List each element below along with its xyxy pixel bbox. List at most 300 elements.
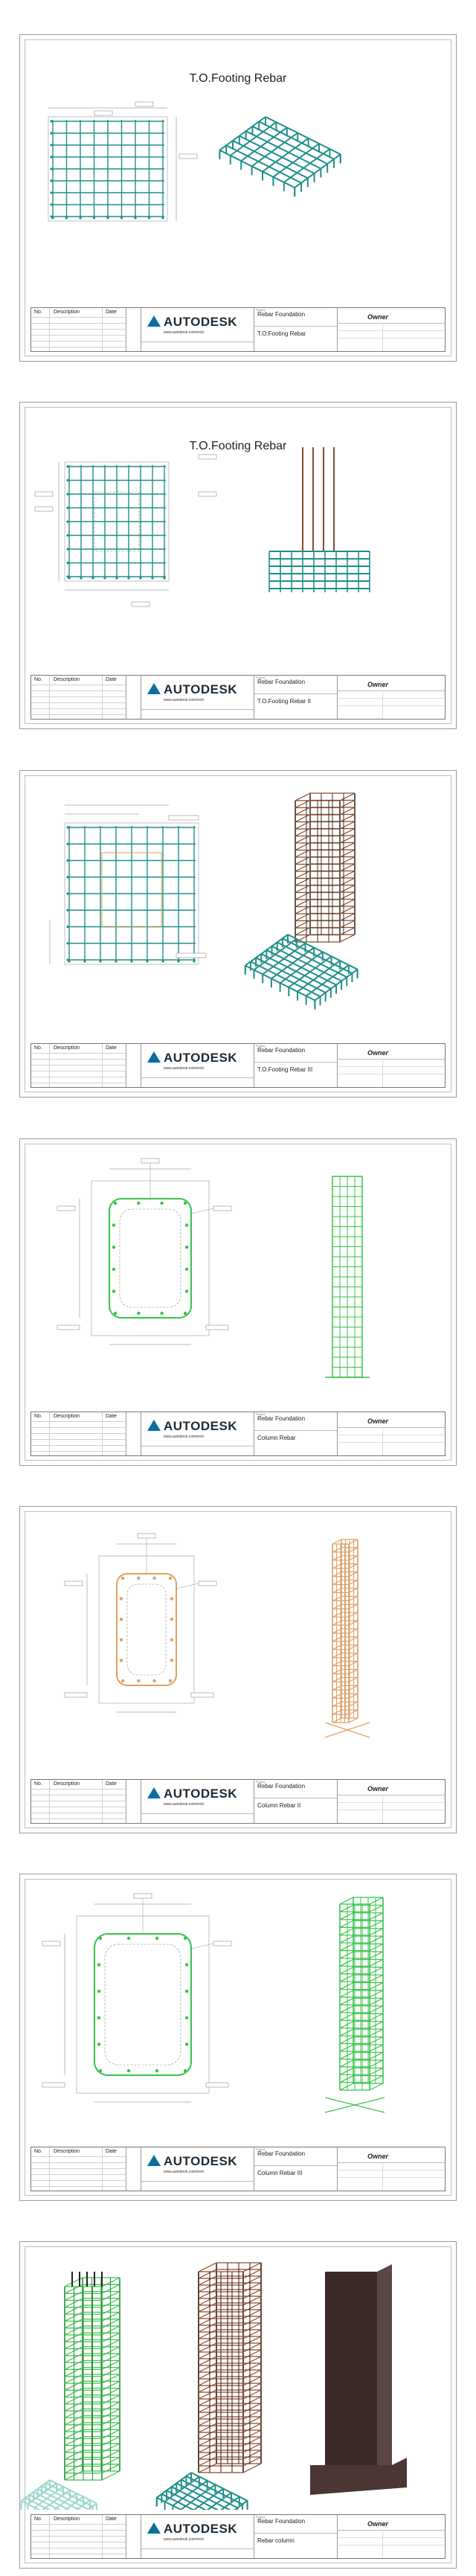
brand-url: www.autodesk.com/revit — [164, 2170, 204, 2174]
rebar-section-dot — [103, 577, 106, 579]
owner-panel — [338, 308, 445, 351]
project-panel — [254, 2515, 338, 2558]
rebar-section-dot — [185, 1246, 188, 1249]
rebar-tie — [340, 1975, 383, 1981]
rev-date-header: Date — [106, 1414, 117, 1419]
rebar-section-dot — [66, 958, 68, 961]
rebar-section-dot — [170, 1638, 173, 1641]
rebar-tag-box — [213, 1941, 231, 1946]
rebar-tie — [199, 2336, 261, 2345]
rebar-bar — [251, 961, 321, 996]
brand-url: www.autodesk.com/revit — [164, 1435, 204, 1439]
rebar-tie — [295, 793, 355, 801]
rebar-tag-box — [35, 492, 53, 496]
rebar-drawing — [20, 771, 457, 1039]
rebar-tie — [199, 2410, 261, 2419]
brand-name: AUTODESK — [164, 1787, 238, 1801]
project-name: Rebar Foundation — [257, 1415, 306, 1422]
project-label: Project — [256, 676, 266, 679]
rebar-tie — [340, 1936, 383, 1943]
rebar-tie — [199, 2457, 261, 2466]
drawing-sheet — [19, 402, 457, 729]
project-panel — [254, 308, 338, 351]
rebar-section-dot — [151, 577, 153, 579]
rev-no-header: No. — [34, 2149, 42, 2154]
rebar-tie — [199, 2316, 261, 2325]
rebar-tie — [199, 2464, 261, 2473]
rebar-stirrup — [94, 1934, 191, 2075]
rebar-tie — [295, 801, 355, 808]
rebar-section-dot — [152, 1577, 155, 1580]
rebar-section-dot — [93, 217, 95, 219]
rev-description-header: Description — [54, 2516, 80, 2522]
owner-name: Owner — [367, 2520, 389, 2528]
project-name: Rebar Foundation — [257, 679, 306, 685]
rebar-tie — [295, 850, 355, 857]
rebar-tie — [295, 843, 355, 850]
inner-tie-outline — [127, 1584, 166, 1675]
rebar-section-dot — [66, 942, 68, 944]
project-label: Project — [256, 1044, 266, 1048]
rebar-section-dot — [184, 1312, 187, 1315]
rebar-tag-box — [42, 1941, 60, 1946]
brand-panel — [141, 308, 254, 351]
rebar-tie — [199, 2437, 261, 2446]
rebar-bar — [245, 966, 315, 1001]
rebar-section-dot — [66, 548, 68, 550]
rebar-tie — [340, 2006, 383, 2013]
rebar-tag-box — [176, 953, 206, 958]
rebar-section-dot — [184, 1937, 187, 1940]
concrete-column — [325, 2272, 377, 2480]
autodesk-logo-icon — [147, 1787, 161, 1798]
column-outline — [77, 1916, 209, 2093]
rebar-tag-box — [138, 1534, 155, 1538]
rebar-tag-box — [213, 1206, 231, 1211]
rebar-section-dot — [184, 2069, 187, 2072]
rebar-tie — [199, 2356, 261, 2365]
autodesk-logo-icon — [147, 315, 161, 327]
rebar-tie — [199, 2383, 261, 2392]
rev-date-header: Date — [106, 2516, 117, 2522]
rebar-section-dot — [160, 1312, 163, 1315]
project-panel — [254, 676, 338, 719]
rebar-section-dot — [66, 520, 68, 522]
rebar-section-dot — [50, 144, 52, 146]
rebar-section-dot — [66, 826, 68, 828]
rebar-section-dot — [66, 575, 68, 577]
rebar-section-dot — [185, 2016, 188, 2019]
rebar-section-dot — [169, 1577, 172, 1580]
rebar-stirrup — [109, 1199, 191, 1318]
owner-panel — [338, 676, 445, 719]
rebar-tag-box — [135, 102, 153, 106]
rebar-tag-box — [132, 602, 149, 606]
rebar-tag-box — [206, 2083, 228, 2087]
brand-name: AUTODESK — [164, 315, 238, 329]
leader-line — [176, 1583, 199, 1589]
brand-url: www.autodesk.com/revit — [164, 1066, 204, 1071]
rebar-section-dot — [120, 1659, 123, 1662]
rebar-section-dot — [134, 217, 136, 219]
rebar-tie — [340, 2037, 383, 2044]
rebar-tie — [199, 2276, 261, 2285]
rebar-section-dot — [79, 217, 81, 219]
rebar-section-dot — [161, 960, 164, 962]
rebar-tag-box — [169, 816, 199, 820]
rebar-tie — [199, 2417, 261, 2426]
rev-date-header: Date — [106, 677, 117, 682]
owner-name: Owner — [367, 681, 389, 688]
rebar-section-dot — [155, 2069, 158, 2072]
rebar-tie — [340, 2029, 383, 2036]
autodesk-logo-icon — [147, 683, 161, 694]
drawing-sheet — [19, 770, 457, 1098]
revision-table — [31, 2515, 126, 2558]
sheet-title: T.O.Footing Rebar — [189, 72, 287, 85]
brand-panel — [141, 1044, 254, 1087]
brand-name: AUTODESK — [164, 2154, 238, 2168]
rebar-tie — [295, 871, 355, 879]
rebar-section-dot — [169, 1679, 172, 1682]
rebar-section-dot — [97, 2016, 100, 2019]
owner-panel — [338, 2515, 445, 2558]
rebar-tie — [295, 864, 355, 871]
rebar-section-dot — [66, 892, 68, 894]
rebar-tag-box — [199, 1581, 216, 1586]
rebar-section-dot — [163, 577, 165, 579]
rebar-section-dot — [121, 1577, 124, 1580]
rebar-section-dot — [160, 1202, 163, 1205]
rebar-tie — [340, 1990, 383, 1997]
rev-no-header: No. — [34, 2516, 42, 2522]
project-panel — [254, 1412, 338, 1455]
rebar-section-dot — [185, 1223, 188, 1226]
inner-tie-outline — [105, 1944, 181, 2065]
rebar-stirrup — [117, 1574, 176, 1685]
rebar-tag-box — [57, 1325, 80, 1330]
rebar-drawing — [20, 1874, 457, 2142]
rebar-section-dot — [127, 577, 129, 579]
rebar-section-dot — [97, 2042, 100, 2045]
rebar-section-dot — [50, 167, 52, 170]
rebar-tie — [340, 1959, 383, 1966]
rebar-tie — [340, 1952, 383, 1958]
rebar-section-dot — [65, 217, 68, 219]
revision-table — [31, 676, 126, 719]
inner-tie-outline — [120, 1209, 181, 1307]
rebar-tag-box — [199, 492, 216, 496]
rebar-section-dot — [170, 1618, 173, 1621]
rebar-section-dot — [97, 1990, 100, 1993]
sheet-name: Column Rebar II — [257, 1802, 301, 1809]
rebar-section-dot — [185, 1268, 188, 1271]
rebar-tie — [199, 2377, 261, 2386]
rebar-tag-box — [65, 1693, 87, 1697]
rebar-section-dot — [66, 534, 68, 536]
rebar-tie — [340, 2052, 383, 2059]
brand-url: www.autodesk.com/revit — [164, 1802, 204, 1807]
owner-panel — [338, 1412, 445, 1455]
rebar-tie — [340, 1983, 383, 1990]
rebar-tag-box — [134, 1894, 152, 1898]
brand-name: AUTODESK — [164, 2522, 238, 2536]
rebar-section-dot — [66, 909, 68, 911]
rebar-section-dot — [120, 217, 123, 219]
rebar-section-dot — [185, 1963, 188, 1966]
rebar-section-dot — [112, 1223, 115, 1226]
rebar-section-dot — [66, 562, 68, 564]
rebar-tag-box — [42, 2083, 65, 2087]
rebar-section-dot — [185, 1289, 188, 1292]
leader-line — [191, 1208, 213, 1214]
brand-name: AUTODESK — [164, 682, 238, 696]
rebar-section-dot — [115, 960, 117, 962]
rebar-section-dot — [137, 1577, 140, 1580]
title-block — [30, 2514, 446, 2559]
rebar-tie — [295, 914, 355, 921]
rebar-section-dot — [137, 1202, 140, 1205]
project-label: Project — [256, 2147, 266, 2151]
rebar-tie — [199, 2283, 261, 2292]
brand-url: www.autodesk.com/revit — [164, 698, 204, 702]
rebar-section-dot — [137, 1312, 140, 1315]
project-label: Project — [256, 2515, 266, 2519]
project-panel — [254, 1044, 338, 1087]
revision-table — [31, 1780, 126, 1823]
rebar-tie — [340, 1905, 383, 1912]
rebar-section-dot — [80, 577, 82, 579]
rebar-section-dot — [185, 1990, 188, 1993]
rebar-section-dot — [127, 1937, 130, 1940]
leader-line — [191, 1944, 213, 1949]
rebar-section-dot — [115, 577, 118, 579]
revision-table — [31, 2147, 126, 2191]
title-block — [30, 675, 446, 720]
owner-panel — [338, 2147, 445, 2191]
rebar-section-dot — [112, 1246, 115, 1249]
drawing-sheet — [19, 1506, 457, 1833]
rebar-section-dot — [121, 1679, 124, 1682]
rebar-tie — [340, 2022, 383, 2028]
rebar-section-dot — [114, 1312, 117, 1315]
rebar-tie — [199, 2390, 261, 2399]
project-label: Project — [256, 1780, 266, 1784]
title-block — [30, 2147, 446, 2191]
rebar-section-dot — [161, 217, 164, 219]
rev-no-header: No. — [34, 1781, 42, 1787]
rebar-section-dot — [99, 2069, 102, 2072]
rev-date-header: Date — [106, 2149, 117, 2154]
rebar-section-dot — [114, 1202, 117, 1205]
rebar-tie — [295, 900, 355, 907]
rebar-drawing — [20, 403, 457, 670]
rebar-section-dot — [66, 493, 68, 495]
drawing-sheet — [19, 34, 457, 362]
project-label: Project — [256, 1412, 266, 1416]
rebar-tie — [199, 2343, 261, 2352]
owner-name: Owner — [367, 1049, 389, 1057]
rebar-tie — [295, 836, 355, 843]
owner-name: Owner — [367, 313, 389, 321]
rebar-tie — [295, 935, 355, 942]
rebar-tie — [340, 2068, 383, 2074]
title-block — [30, 1779, 446, 1824]
rebar-tag-box — [191, 1693, 213, 1697]
rev-description-header: Description — [54, 677, 80, 682]
project-name: Rebar Foundation — [257, 1783, 306, 1790]
rebar-section-dot — [50, 191, 52, 193]
rev-no-header: No. — [34, 1414, 42, 1419]
rev-description-header: Description — [54, 310, 80, 315]
rebar-section-dot — [50, 179, 52, 182]
rebar-tie — [295, 928, 355, 935]
rebar-tie — [340, 2060, 383, 2067]
project-name: Rebar Foundation — [257, 1047, 306, 1054]
rebar-section-dot — [130, 960, 132, 962]
rebar-section-dot — [66, 926, 68, 928]
rebar-tie — [340, 1913, 383, 1920]
sheet-name: Column Rebar — [257, 1435, 296, 1441]
rebar-drawing — [20, 2242, 457, 2510]
drawing-sheet — [19, 2241, 457, 2569]
brand-panel — [141, 676, 254, 719]
project-name: Rebar Foundation — [257, 311, 306, 318]
rebar-section-dot — [91, 577, 94, 579]
rebar-section-dot — [155, 1937, 158, 1940]
rebar-tie — [340, 1920, 383, 1927]
rebar-section-dot — [170, 1659, 173, 1662]
rebar-section-dot — [112, 1268, 115, 1271]
rebar-section-dot — [66, 876, 68, 878]
sheet-name: T.O.Footing Rebar III — [257, 1066, 313, 1073]
rebar-section-dot — [66, 859, 68, 862]
rebar-section-dot — [112, 1289, 115, 1292]
sheet-name: T.O.Footing Rebar II — [257, 698, 312, 705]
rebar-tie — [340, 1998, 383, 2005]
rebar-section-dot — [193, 960, 195, 962]
project-name: Rebar Foundation — [257, 2518, 306, 2525]
rebar-section-dot — [99, 1937, 102, 1940]
rebar-tie — [199, 2323, 261, 2332]
brand-url: www.autodesk.com/revit — [164, 330, 204, 335]
rebar-tie — [295, 892, 355, 900]
rebar-tag-box — [57, 1206, 75, 1211]
drawing-sheet — [19, 1874, 457, 2201]
rebar-tag-box — [141, 1159, 159, 1163]
rebar-section-dot — [148, 217, 150, 219]
autodesk-logo-icon — [147, 1051, 161, 1063]
rebar-section-dot — [120, 1597, 123, 1600]
rebar-tie — [340, 2083, 383, 2090]
rebar-section-dot — [97, 1963, 100, 1966]
sheet-name: Rebar column — [257, 2537, 295, 2544]
brand-name: AUTODESK — [164, 1051, 238, 1065]
rebar-tie — [295, 906, 355, 914]
owner-name: Owner — [367, 2153, 389, 2160]
rebar-tag-box — [94, 111, 112, 115]
project-panel — [254, 2147, 338, 2191]
rebar-tie — [295, 829, 355, 836]
project-panel — [254, 1780, 338, 1823]
rebar-section-dot — [184, 1202, 187, 1205]
rebar-tie — [340, 1897, 383, 1904]
rebar-drawing — [20, 1139, 457, 1407]
rebar-tie — [340, 1929, 383, 1935]
rebar-section-dot — [152, 1679, 155, 1682]
rebar-tie — [199, 2303, 261, 2312]
rebar-tie — [199, 2350, 261, 2359]
sheet-name: Column Rebar III — [257, 2170, 303, 2176]
rebar-drawing — [20, 1507, 457, 1775]
rebar-section-dot — [50, 203, 52, 205]
rebar-tie — [295, 807, 355, 815]
owner-panel — [338, 1780, 445, 1823]
rev-description-header: Description — [54, 2149, 80, 2154]
rev-date-header: Date — [106, 310, 117, 315]
rebar-tag-box — [35, 507, 53, 511]
rev-no-header: No. — [34, 677, 42, 682]
brand-url: www.autodesk.com/revit — [164, 2537, 204, 2542]
sheet-title: T.O.Footing Rebar — [189, 440, 287, 452]
rebar-tie — [199, 2296, 261, 2305]
rebar-tie — [199, 2263, 261, 2272]
rebar-section-dot — [185, 2042, 188, 2045]
rebar-tie — [199, 2423, 261, 2432]
rebar-section-dot — [127, 2069, 130, 2072]
rebar-tie — [199, 2430, 261, 2439]
rebar-section-dot — [66, 843, 68, 845]
rebar-tie — [340, 2076, 383, 2083]
rebar-section-dot — [50, 156, 52, 158]
rebar-tie — [199, 2363, 261, 2372]
revision-table — [31, 1044, 126, 1087]
rebar-section-dot — [106, 217, 109, 219]
rebar-tie — [295, 878, 355, 885]
rebar-section-dot — [146, 960, 148, 962]
rebar-section-dot — [50, 132, 52, 134]
rebar-section-dot — [170, 1597, 173, 1600]
rev-no-header: No. — [34, 1045, 42, 1051]
project-name: Rebar Foundation — [257, 2150, 306, 2157]
rebar-tie — [295, 821, 355, 829]
rebar-tie — [199, 2269, 261, 2278]
rebar-section-dot — [120, 1638, 123, 1641]
brand-name: AUTODESK — [164, 1419, 238, 1433]
rev-description-header: Description — [54, 1414, 80, 1419]
rebar-tag-box — [199, 455, 216, 459]
rebar-tie — [199, 2370, 261, 2379]
rebar-tie — [295, 920, 355, 928]
rebar-section-dot — [177, 960, 179, 962]
rebar-section-dot — [50, 215, 52, 217]
rev-date-header: Date — [106, 1045, 117, 1051]
autodesk-logo-icon — [147, 2155, 161, 2166]
rebar-tie — [340, 1944, 383, 1951]
title-block — [30, 1412, 446, 1456]
rebar-tag-box — [179, 154, 197, 158]
rebar-section-dot — [137, 1679, 140, 1682]
rebar-bar — [256, 958, 326, 993]
owner-name: Owner — [367, 1417, 389, 1425]
drawing-sheet — [19, 1138, 457, 1466]
brand-panel — [141, 2147, 254, 2191]
rebar-tie — [199, 2397, 261, 2406]
sheet-name: T.O.Footing Rebar — [257, 330, 306, 337]
brand-panel — [141, 1780, 254, 1823]
rebar-drawing — [20, 35, 457, 303]
rebar-section-dot — [50, 120, 52, 122]
